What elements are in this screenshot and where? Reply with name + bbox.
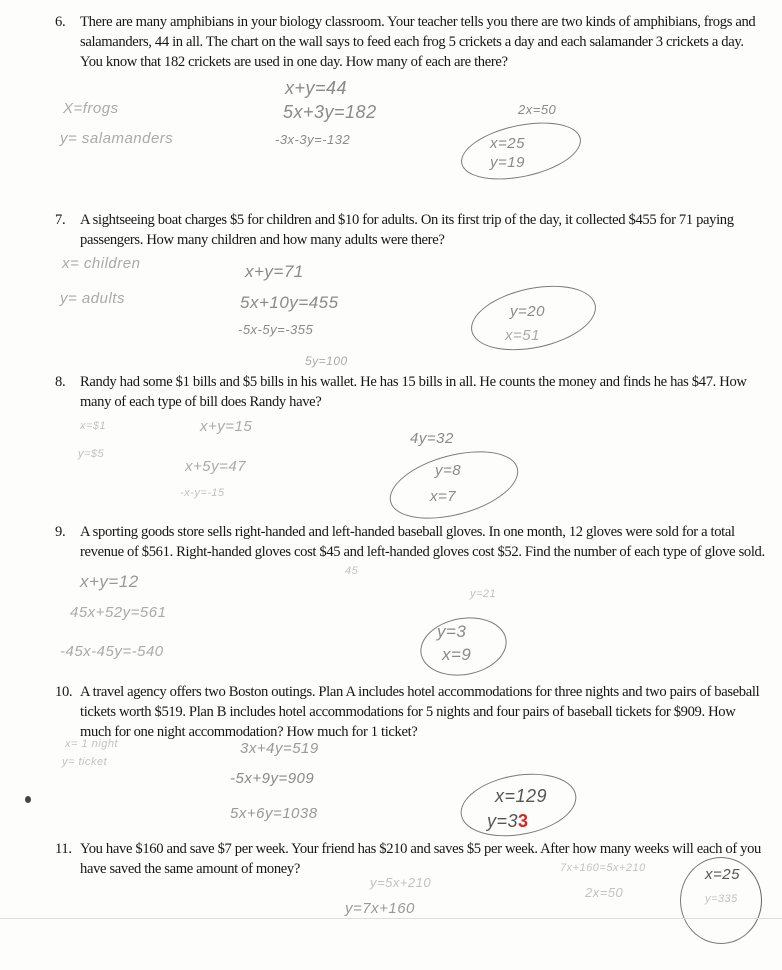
handwritten-work: X=frogs <box>63 100 119 117</box>
handwritten-work: -45x-45y=-540 <box>60 643 164 660</box>
question-text: A travel agency offers two Boston outings. Plan A includes hotel accommodations for three nights and two pairs of baseball tickets worth $519. Plan B includes hotel accommodations for 5 nights and four pairs of baseball tickets for $909. How much for one night accommodation? How much for 1 ticket? <box>80 684 760 740</box>
handwritten-work: x+y=71 <box>245 262 304 281</box>
handwritten-work: 2x=50 <box>585 885 624 900</box>
handwritten-work: y=21 <box>470 588 497 600</box>
question-text: Randy had some $1 bills and $5 bills in his wallet. He has 15 bills in all. He counts the money and finds he has $47. How many of each type of bill does Randy have? <box>80 374 747 410</box>
handwritten-work: 7x+160=5x+210 <box>560 862 646 874</box>
question-number: 8. <box>55 374 66 390</box>
question-10 <box>55 682 767 742</box>
handwritten-work: 5x+10y=455 <box>240 293 339 312</box>
handwritten-work: y=5x+210 <box>370 875 432 890</box>
handwritten-answer: y=3 <box>437 622 467 641</box>
handwritten-answer: y=335 <box>705 893 738 905</box>
question-11 <box>55 839 767 879</box>
handwritten-work: -5x+9y=909 <box>230 770 315 787</box>
handwritten-answer: y=20 <box>510 303 545 320</box>
question-text: A sporting goods store sells right-handed and left-handed baseball gloves. In one month, 12 gloves were sold for a total revenue of $561. Right-handed gloves cost $45 and left-handed gloves cost $52. Find the number of each type of glove sold. <box>80 524 765 560</box>
handwritten-work: x= children <box>62 255 141 272</box>
handwritten-answer: x=129 <box>495 786 548 806</box>
question-number: 10. <box>55 684 73 700</box>
question-text: A sightseeing boat charges $5 for children and $10 for adults. On its first trip of the day, it collected $455 for 71 paying passengers. How many children and how many adults were there? <box>80 212 734 248</box>
handwritten-work: y= adults <box>60 290 125 307</box>
handwritten-work: 45x+52y=561 <box>70 604 167 621</box>
handwritten-work: 2x=50 <box>518 102 557 117</box>
answer-circle <box>382 439 525 531</box>
handwritten-work: 3x+4y=519 <box>240 740 319 757</box>
handwritten-work: 45 <box>345 565 359 577</box>
handwritten-work: -x-y=-15 <box>180 487 225 499</box>
handwritten-work: 5x+3y=182 <box>283 102 377 122</box>
handwritten-answer: y=8 <box>435 462 462 479</box>
question-number: 9. <box>55 524 66 540</box>
handwritten-work: y=$5 <box>78 448 105 460</box>
question-7 <box>55 210 767 250</box>
handwritten-work: 4y=32 <box>410 430 454 447</box>
handwritten-answer: x=9 <box>442 645 472 664</box>
handwritten-answer: x=7 <box>430 488 457 505</box>
handwritten-answer: y=19 <box>490 154 525 171</box>
handwritten-work: x+y=15 <box>200 418 253 435</box>
question-6 <box>55 12 767 72</box>
handwritten-answer: x=51 <box>505 327 540 344</box>
handwritten-work: x= 1 night <box>65 738 119 750</box>
handwritten-answer: x=25 <box>705 866 740 883</box>
handwritten-work: y=7x+160 <box>345 900 415 917</box>
question-number: 6. <box>55 14 66 30</box>
handwritten-work: y= ticket <box>62 756 108 768</box>
question-number: 7. <box>55 212 66 228</box>
scan-speck <box>25 796 31 803</box>
handwritten-work: x+y=12 <box>80 572 139 591</box>
handwritten-work: -5x-5y=-355 <box>238 322 314 337</box>
handwritten-work: x+5y=47 <box>185 458 247 475</box>
question-text: You have $160 and save $7 per week. Your friend has $210 and saves $5 per week. After how many weeks will each of you have saved the same amount of money? <box>80 841 762 877</box>
question-9 <box>55 522 767 562</box>
handwritten-work: y= salamanders <box>60 130 174 147</box>
red-correction: 3 <box>518 811 529 831</box>
answer-circle <box>416 611 512 682</box>
question-number: 11. <box>55 841 72 857</box>
handwritten-work: x+y=44 <box>285 78 348 98</box>
handwritten-work: -3x-3y=-132 <box>275 132 351 147</box>
handwritten-work: 5y=100 <box>305 354 348 368</box>
question-8 <box>55 372 767 412</box>
question-text: There are many amphibians in your biology classroom. Your teacher tells you there are two kinds of amphibians, frogs and salamanders, 44 in all. The chart on the wall says to feed each frog 5 crickets a day and each salamander 3 crickets a day. You know that 182 crickets are used in one day. How many of each are there? <box>80 14 756 70</box>
handwritten-answer: y=33 <box>487 811 529 831</box>
handwritten-answer: x=25 <box>490 135 525 152</box>
handwritten-work: 5x+6y=1038 <box>230 805 318 822</box>
page-divider <box>0 918 782 919</box>
handwritten-work: x=$1 <box>80 420 107 432</box>
